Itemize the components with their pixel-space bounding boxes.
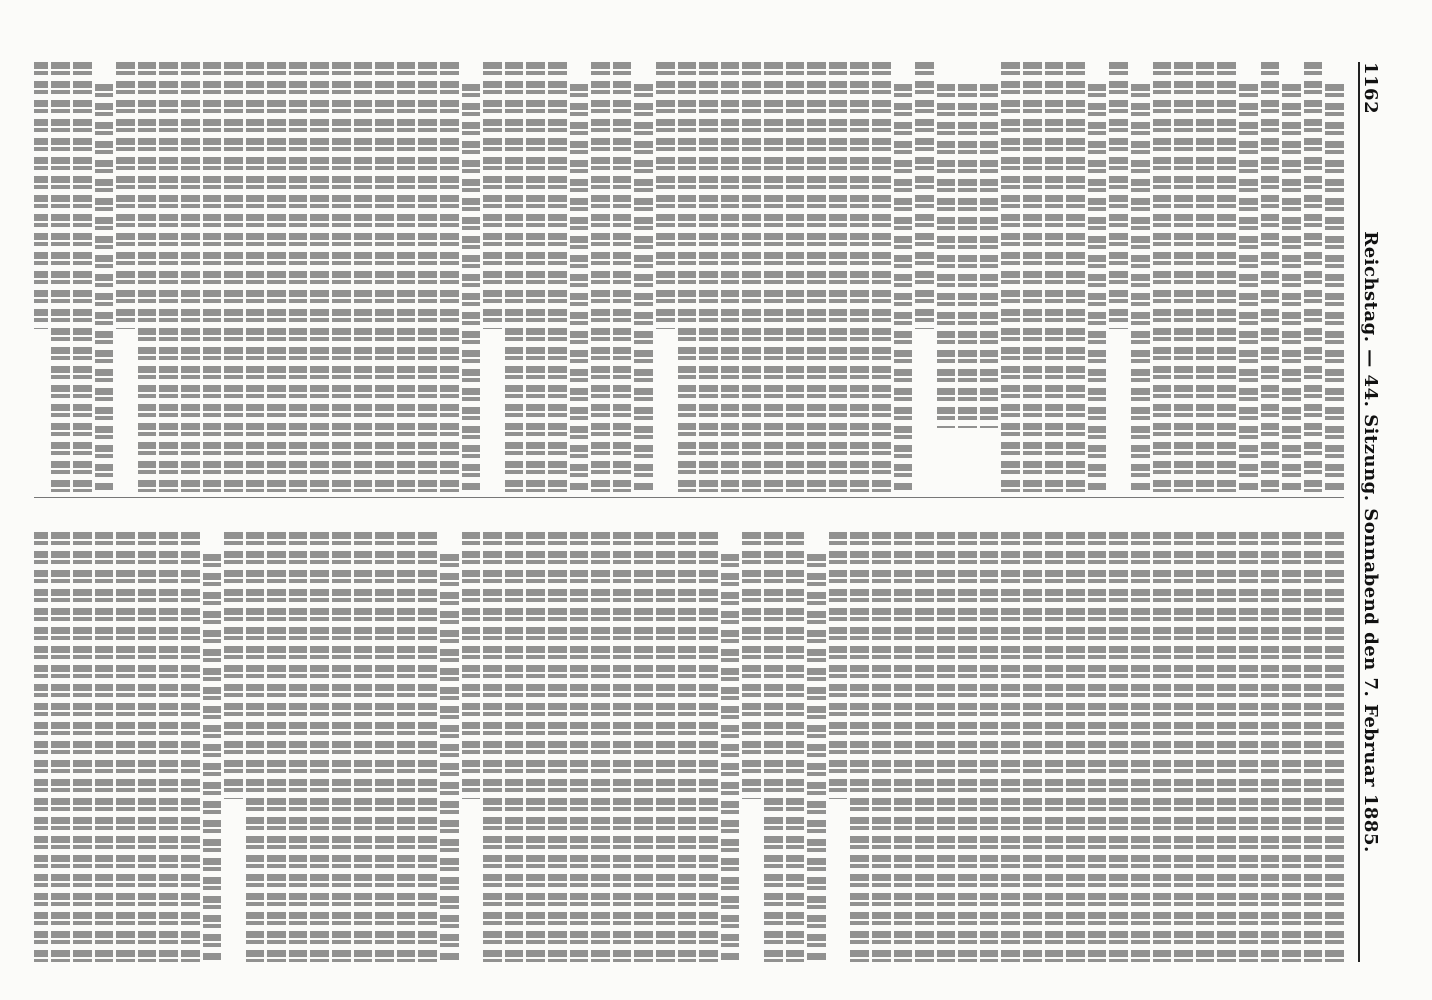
text-line <box>159 62 178 492</box>
text-line <box>1325 84 1344 492</box>
text-line <box>526 532 545 962</box>
text-line <box>289 532 308 962</box>
text-column-left <box>34 62 1344 492</box>
text-line <box>1282 532 1301 962</box>
text-line <box>807 554 826 962</box>
text-line <box>570 532 589 962</box>
text-line <box>634 84 653 492</box>
text-line <box>483 62 502 329</box>
text-line <box>138 62 157 492</box>
text-line <box>894 532 913 962</box>
header-title: Reichstag. — 44. Sitzung. Sonnabend den 7. Februar 1885. <box>1360 231 1381 853</box>
text-line <box>375 62 394 492</box>
text-line <box>591 532 610 962</box>
text-line <box>354 62 373 492</box>
text-line <box>332 62 351 492</box>
text-line <box>980 84 999 428</box>
page-header <box>1358 62 1392 962</box>
text-line <box>591 62 610 492</box>
text-line <box>1109 62 1128 329</box>
text-line <box>1131 84 1150 492</box>
text-line <box>332 532 351 962</box>
text-line <box>462 532 481 799</box>
text-line <box>678 532 697 962</box>
text-line <box>829 62 848 492</box>
text-line <box>1109 532 1128 962</box>
text-line <box>742 62 761 492</box>
text-line <box>958 532 977 962</box>
text-line <box>354 532 373 962</box>
text-line <box>138 532 157 962</box>
text-line <box>505 532 524 962</box>
text-column-right <box>34 532 1344 962</box>
text-line <box>872 532 891 962</box>
text-line <box>1282 84 1301 492</box>
text-line <box>634 532 653 962</box>
text-line <box>246 62 265 492</box>
text-line <box>116 532 135 962</box>
text-line <box>1066 62 1085 492</box>
text-line <box>51 62 70 492</box>
column-divider <box>34 497 1344 498</box>
text-line <box>1217 532 1236 962</box>
text-line <box>937 532 956 962</box>
text-line <box>548 62 567 492</box>
text-line <box>1153 62 1172 492</box>
text-line <box>1304 62 1323 492</box>
text-line <box>289 62 308 492</box>
text-line <box>246 532 265 962</box>
text-line <box>915 532 934 962</box>
text-line <box>51 532 70 962</box>
text-line <box>181 62 200 492</box>
text-line <box>1002 62 1021 492</box>
text-line <box>311 62 330 492</box>
text-line <box>850 532 869 962</box>
text-line <box>397 62 416 492</box>
text-line <box>1217 62 1236 492</box>
text-line <box>721 62 740 492</box>
text-line <box>311 532 330 962</box>
text-line <box>980 532 999 962</box>
text-line <box>570 84 589 492</box>
text-line <box>613 532 632 962</box>
text-line <box>1261 62 1280 492</box>
text-line <box>418 62 437 492</box>
text-line <box>418 532 437 962</box>
text-line <box>764 62 783 492</box>
text-line <box>872 62 891 492</box>
text-line <box>656 532 675 962</box>
text-line <box>829 532 848 799</box>
text-line <box>116 62 135 329</box>
text-line <box>958 84 977 428</box>
text-line <box>1304 532 1323 962</box>
text-line <box>1196 62 1215 492</box>
text-line <box>1066 532 1085 962</box>
text-line <box>699 532 718 962</box>
text-line <box>807 62 826 492</box>
text-line <box>937 84 956 428</box>
text-line <box>267 62 286 492</box>
text-line <box>440 62 459 492</box>
text-line <box>1153 532 1172 962</box>
text-line <box>1174 62 1193 492</box>
text-line <box>699 62 718 492</box>
text-line <box>95 84 114 492</box>
text-line <box>1239 84 1258 492</box>
text-line <box>224 532 243 799</box>
text-line <box>1088 84 1107 492</box>
text-line <box>786 62 805 492</box>
text-line <box>1131 532 1150 962</box>
text-line <box>850 62 869 492</box>
text-line <box>656 62 675 329</box>
text-line <box>397 532 416 962</box>
text-line <box>721 554 740 962</box>
text-line <box>505 62 524 492</box>
text-line <box>159 532 178 962</box>
text-line <box>267 532 286 962</box>
text-line <box>34 532 48 962</box>
text-line <box>462 84 481 492</box>
text-line <box>1045 62 1064 492</box>
text-line <box>1239 532 1258 962</box>
text-line <box>73 532 92 962</box>
text-line <box>440 554 459 962</box>
text-line <box>548 532 567 962</box>
text-line <box>95 532 114 962</box>
text-line <box>1088 532 1107 962</box>
text-line <box>526 62 545 492</box>
text-line <box>764 532 783 962</box>
text-line <box>1174 532 1193 962</box>
text-line <box>203 554 222 962</box>
text-line <box>375 532 394 962</box>
text-line <box>1261 532 1280 962</box>
text-line <box>678 62 697 492</box>
text-line <box>613 62 632 492</box>
text-line <box>1023 532 1042 962</box>
text-line <box>483 532 502 962</box>
text-line <box>1045 532 1064 962</box>
text-line <box>1002 532 1021 962</box>
text-line <box>1196 532 1215 962</box>
text-line <box>786 532 805 962</box>
text-line <box>203 62 222 492</box>
text-line <box>34 62 48 329</box>
text-line <box>224 62 243 492</box>
text-line <box>894 84 913 492</box>
text-line <box>73 62 92 492</box>
text-line <box>1325 532 1344 962</box>
text-line <box>1023 62 1042 492</box>
text-line <box>915 62 934 329</box>
text-line <box>181 532 200 962</box>
page-number: 1162 <box>1360 62 1381 115</box>
text-line <box>742 532 761 799</box>
